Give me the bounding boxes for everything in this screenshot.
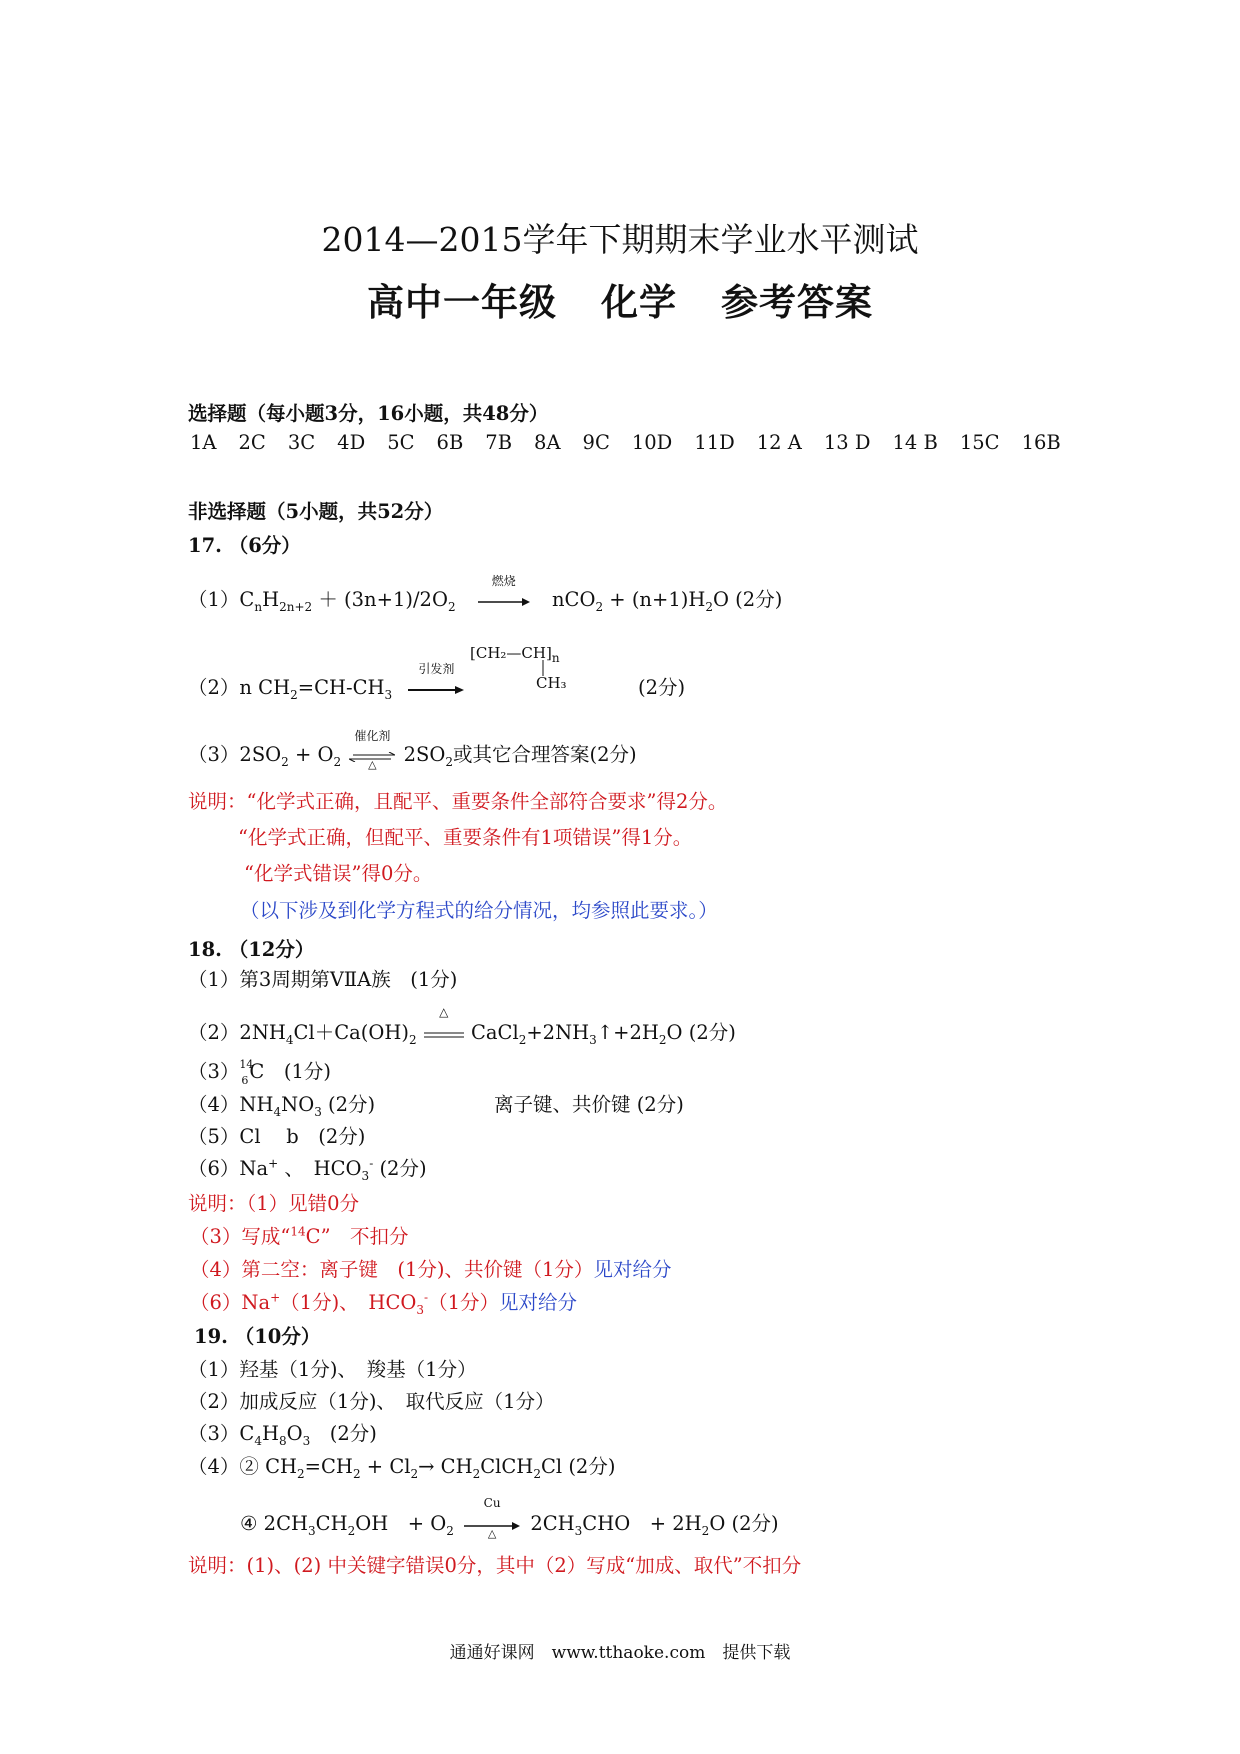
choice-answer: 2C bbox=[238, 431, 266, 454]
q18-line3: （3） 14 6 C (1分) bbox=[188, 1058, 331, 1087]
choice-answer: 1A bbox=[190, 431, 217, 454]
q19-arrow: Cu △ bbox=[464, 1513, 520, 1536]
q18-line4: $(4)NH_4NO_3$ (2分) bbox=[188, 1093, 376, 1119]
q18-note2: （3）写成“$^{14}$C” 不扣分 bbox=[190, 1224, 409, 1248]
choice-answer: 11D bbox=[694, 431, 735, 454]
choice-answer: 7B bbox=[485, 431, 513, 454]
q17-note3: “化学式错误”得0分。 bbox=[244, 862, 433, 885]
choice-answer: 14 B bbox=[892, 431, 938, 454]
footer: 通通好课网 www.tthaoke.com 提供下载 bbox=[449, 1643, 791, 1663]
q18-line6: （6）Na+ 、 $HCO_3^-$ (2分) bbox=[188, 1156, 427, 1183]
q19-line5: ④ $2CH_3CH_2OH$ + $O_2$ Cu △ $2CH_3CHO$ + $2H_2O$ (2分) bbox=[240, 1496, 779, 1540]
q17-line2-score: (2分) bbox=[638, 676, 686, 699]
q19-line2: （2）加成反应（1分)、 取代反应（1分） bbox=[188, 1390, 555, 1413]
doc-type: 参考答案 bbox=[721, 280, 873, 324]
q17-equilibrium: 催化剂 △ bbox=[349, 744, 395, 767]
choice-answer: 16B bbox=[1021, 431, 1061, 454]
grade: 高中一年级 bbox=[367, 280, 557, 324]
q17-arrow2: 引发剂 bbox=[408, 677, 464, 700]
q17-polymer-bond bbox=[541, 660, 545, 676]
q18-line4-bonds: 离子键、共价键 (2分) bbox=[494, 1093, 684, 1116]
choice-answer: 9C bbox=[582, 431, 610, 454]
q19-line4: （4）② $CH_2=CH_2 + Cl_2\to$ $CH_2ClCH_2Cl$ (2分) bbox=[188, 1455, 616, 1481]
q17-arrow1: 燃烧 bbox=[478, 589, 530, 612]
q17-line1: $(1)C_nH_{2n+2} + (3n+1)/2O_2$ 燃烧 $nCO_2 + (n+1)H_2O$ (2分) bbox=[188, 574, 783, 614]
q17-polymer: $[CH_2—CH]_n$ bbox=[470, 644, 560, 665]
choice-answer: 10D bbox=[631, 431, 673, 454]
q18-note3: （4）第二空：离子键 (1分)、共价键（1分）见对给分 bbox=[190, 1258, 672, 1281]
choice-answer: 15C bbox=[959, 431, 1000, 454]
q17-line2: （2）n $CH_2=CH-CH_3$ 引发剂 bbox=[188, 672, 474, 702]
q18-note1: 说明：（1）见错0分 bbox=[188, 1192, 360, 1215]
choice-answers bbox=[190, 431, 1083, 454]
choice-answer: 6B bbox=[436, 431, 464, 454]
q18-note4: （6）Na+（1分)、 $HCO_3^-(1$分）见对给分 bbox=[190, 1290, 577, 1317]
nonchoice-heading: 非选择题（5小题，共52分） bbox=[188, 500, 444, 523]
q17-note1: 说明：“化学式正确，且配平、重要条件全部符合要求”得2分。 bbox=[188, 790, 728, 813]
choice-heading: 选择题（每小题3分，16小题，共48分） bbox=[188, 402, 549, 425]
q19-title: 19. （10分） bbox=[194, 1325, 321, 1348]
q17-title: 17. （6分） bbox=[188, 534, 301, 557]
choice-answer: 12 A bbox=[756, 431, 802, 454]
q18-equals: △ bbox=[439, 1005, 449, 1019]
choice-answer: 3C bbox=[287, 431, 316, 454]
q17-polymer-branch: CH₃ bbox=[536, 674, 567, 692]
subject: 化学 bbox=[601, 280, 677, 324]
title-line: 2014—2015学年下期期末学业水平测试 bbox=[321, 220, 919, 259]
q19-line3: $(3)C_4H_8O_3$ (2分) bbox=[188, 1422, 377, 1448]
subtitle-line bbox=[0, 272, 1240, 326]
choice-answer: 8A bbox=[534, 431, 561, 454]
q18-line2: $(2)2NH_4Cl+Ca(OH)_2$ △ $CaCl_2+2NH_3↑+2H_2O$ (2分) bbox=[188, 1005, 736, 1047]
q18-line5: （5）Cl b (2分) bbox=[188, 1125, 366, 1148]
q17-note2: “化学式正确，但配平、重要条件有1项错误”得1分。 bbox=[238, 826, 693, 849]
choice-answer: 4D bbox=[337, 431, 366, 454]
q19-line1: （1）羟基（1分)、 羧基（1分） bbox=[188, 1358, 477, 1381]
q19-note: 说明：(1)、(2) 中关键字错误0分，其中（2）写成“加成、取代”不扣分 bbox=[188, 1554, 802, 1577]
q17-line3: $(3)2SO_2 + O_2$ 催化剂 △ $2SO_2$或其它合理答案(2分) bbox=[188, 729, 637, 771]
q18-title: 18. （12分） bbox=[188, 938, 315, 961]
choice-answer: 13 D bbox=[823, 431, 871, 454]
q18-line1: （1）第3周期第VⅡA族 (1分) bbox=[188, 968, 458, 991]
q17-note4: （以下涉及到化学方程式的给分情况，均参照此要求。） bbox=[240, 899, 718, 922]
choice-answer: 5C bbox=[387, 431, 415, 454]
